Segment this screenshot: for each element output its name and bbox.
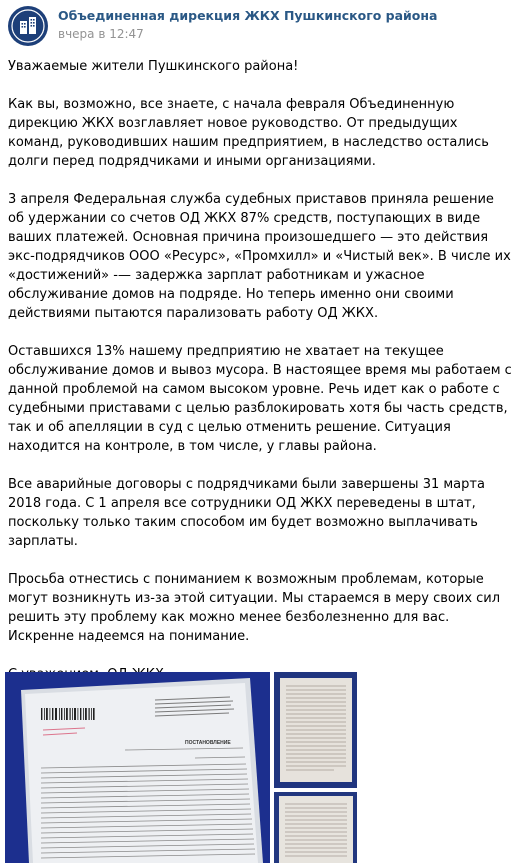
document-photo-icon [5, 672, 270, 863]
document-photo-icon [274, 672, 357, 788]
photo-document-page-2[interactable] [274, 672, 357, 788]
community-avatar[interactable] [8, 6, 48, 46]
post-paragraph: Оставшихся 13% нашему предприятию не хватает на текущее обслуживание домов и вывоз мусора. В настоящее время мы работаем с данной проблемой на самом высоком уровне. Речь идет как о работе с судебными приставами с целью разблокировать хотя бы часть средств, так и об апелляции в суд с целью отменить решение. Ситуация находится на контроле, в том числе, у главы района. [8, 344, 512, 454]
photo-document-page-3[interactable] [274, 792, 357, 863]
photo-document-postanovlenie[interactable] [5, 672, 270, 863]
document-heading: ПОСТАНОВЛЕНИЕ [185, 740, 231, 746]
post-paragraph: 3 апреля Федеральная служба судебных приставов приняла решение об удержании со счетов ОД ЖКХ 87% средств, поступающих в виде ваших платежей. Основная причина произошедшего — это действия экс-подрядчиков ООО «Ресурс», «Промхилл» и «Чистый век». В числе их «достижений» -— задержка зарплат работникам и ужасное обслуживание домов на подряде. Но теперь именно они своими действиями пытаются парализовать работу ОД ЖКХ. [8, 192, 511, 321]
post-text [8, 57, 512, 703]
post-paragraph-greeting: Уважаемые жители Пушкинского района! [8, 59, 299, 74]
post-paragraph: Как вы, возможно, все знаете, с начала февраля Объединенную дирекцию ЖКХ возглавляет новое руководство. От предыдущих команд, руководивших нашим предприятием, в наследство остались долги перед подрядчиками и иными организациями. [8, 97, 489, 169]
post-paragraph: Просьба отнестись с пониманием к возможным проблемам, которые могут возникнуть из-за этой ситуации. Мы стараемся в меру своих сил решить эту проблему как можно менее безболезненно для вас. Искренне надеемся на понимание. [8, 572, 501, 644]
post-header [0, 0, 521, 50]
community-name-link[interactable]: Объединенная дирекция ЖКХ Пушкинского района [58, 8, 438, 23]
post-date-link[interactable]: вчера в 12:47 [58, 27, 144, 41]
post-paragraph: Все аварийные договоры с подрядчиками были завершены 31 марта 2018 года. С 1 апреля все сотрудники ОД ЖКХ переведены в штат, поскольку только таким способом им будет возможно выплачивать зарплаты. [8, 477, 485, 549]
post-photo-grid [0, 672, 521, 863]
document-photo-icon [274, 792, 357, 863]
housing-logo-icon [8, 6, 48, 46]
